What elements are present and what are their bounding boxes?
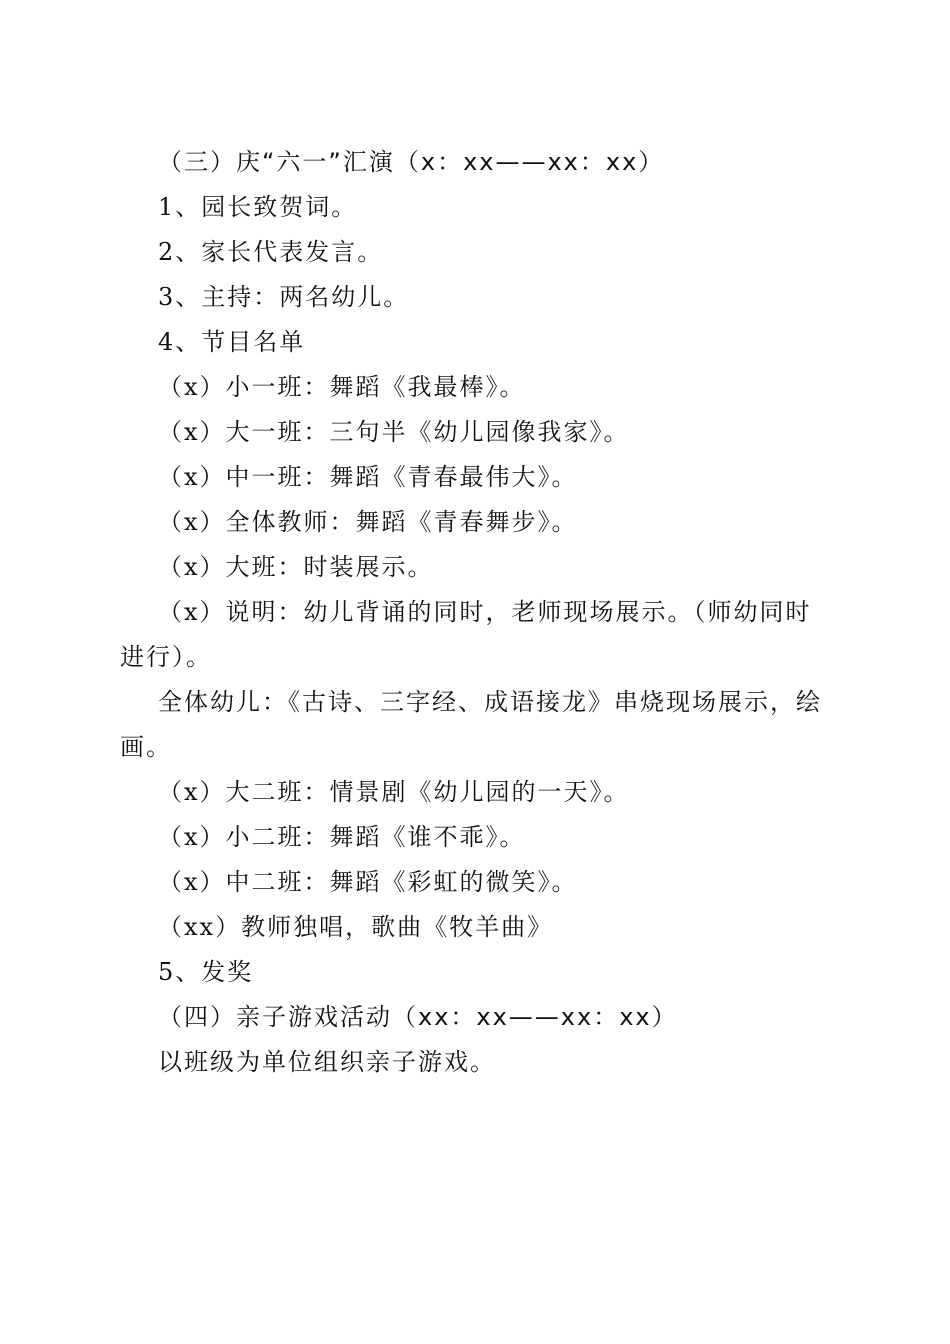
body-text: 以班级为单位组织亲子游戏。 [158, 1048, 496, 1076]
program-item: （x）中二班：舞蹈《彩虹的微笑》。 [158, 868, 578, 896]
program-item: （x）中一班：舞蹈《青春最伟大》。 [158, 463, 578, 491]
list-item: 1、园长致贺词。 [158, 193, 358, 221]
program-item: 全体幼儿：《古诗、三字经、成语接龙》串烧现场展示，绘画。 [120, 688, 822, 761]
program-item: （x）全体教师：舞蹈《青春舞步》。 [158, 508, 578, 536]
program-item: （x）大班：时装展示。 [158, 553, 434, 581]
section-heading-3: （三）庆“六一”汇演（x：xx——xx：xx） [158, 148, 665, 176]
list-item: 3、主持：两名幼儿。 [158, 283, 410, 311]
program-item: （x）小一班：舞蹈《我最棒》。 [158, 373, 526, 401]
program-item: （x）大一班：三句半《幼儿园像我家》。 [158, 418, 630, 446]
list-item: 2、家长代表发言。 [158, 238, 384, 266]
section-heading-4: （四）亲子游戏活动（xx：xx——xx：xx） [158, 1003, 678, 1031]
program-item: （xx）教师独唱，歌曲《牧羊曲》 [158, 913, 554, 941]
list-item: 4、节目名单 [158, 328, 306, 356]
program-item: （x）小二班：舞蹈《谁不乖》。 [158, 823, 526, 851]
program-item: （x）说明：幼儿背诵的同时，老师现场展示。（师幼同时进行）。 [120, 598, 812, 671]
list-item: 5、发奖 [158, 958, 254, 986]
document-body [120, 140, 830, 1085]
program-item: （x）大二班：情景剧《幼儿园的一天》。 [158, 778, 630, 806]
